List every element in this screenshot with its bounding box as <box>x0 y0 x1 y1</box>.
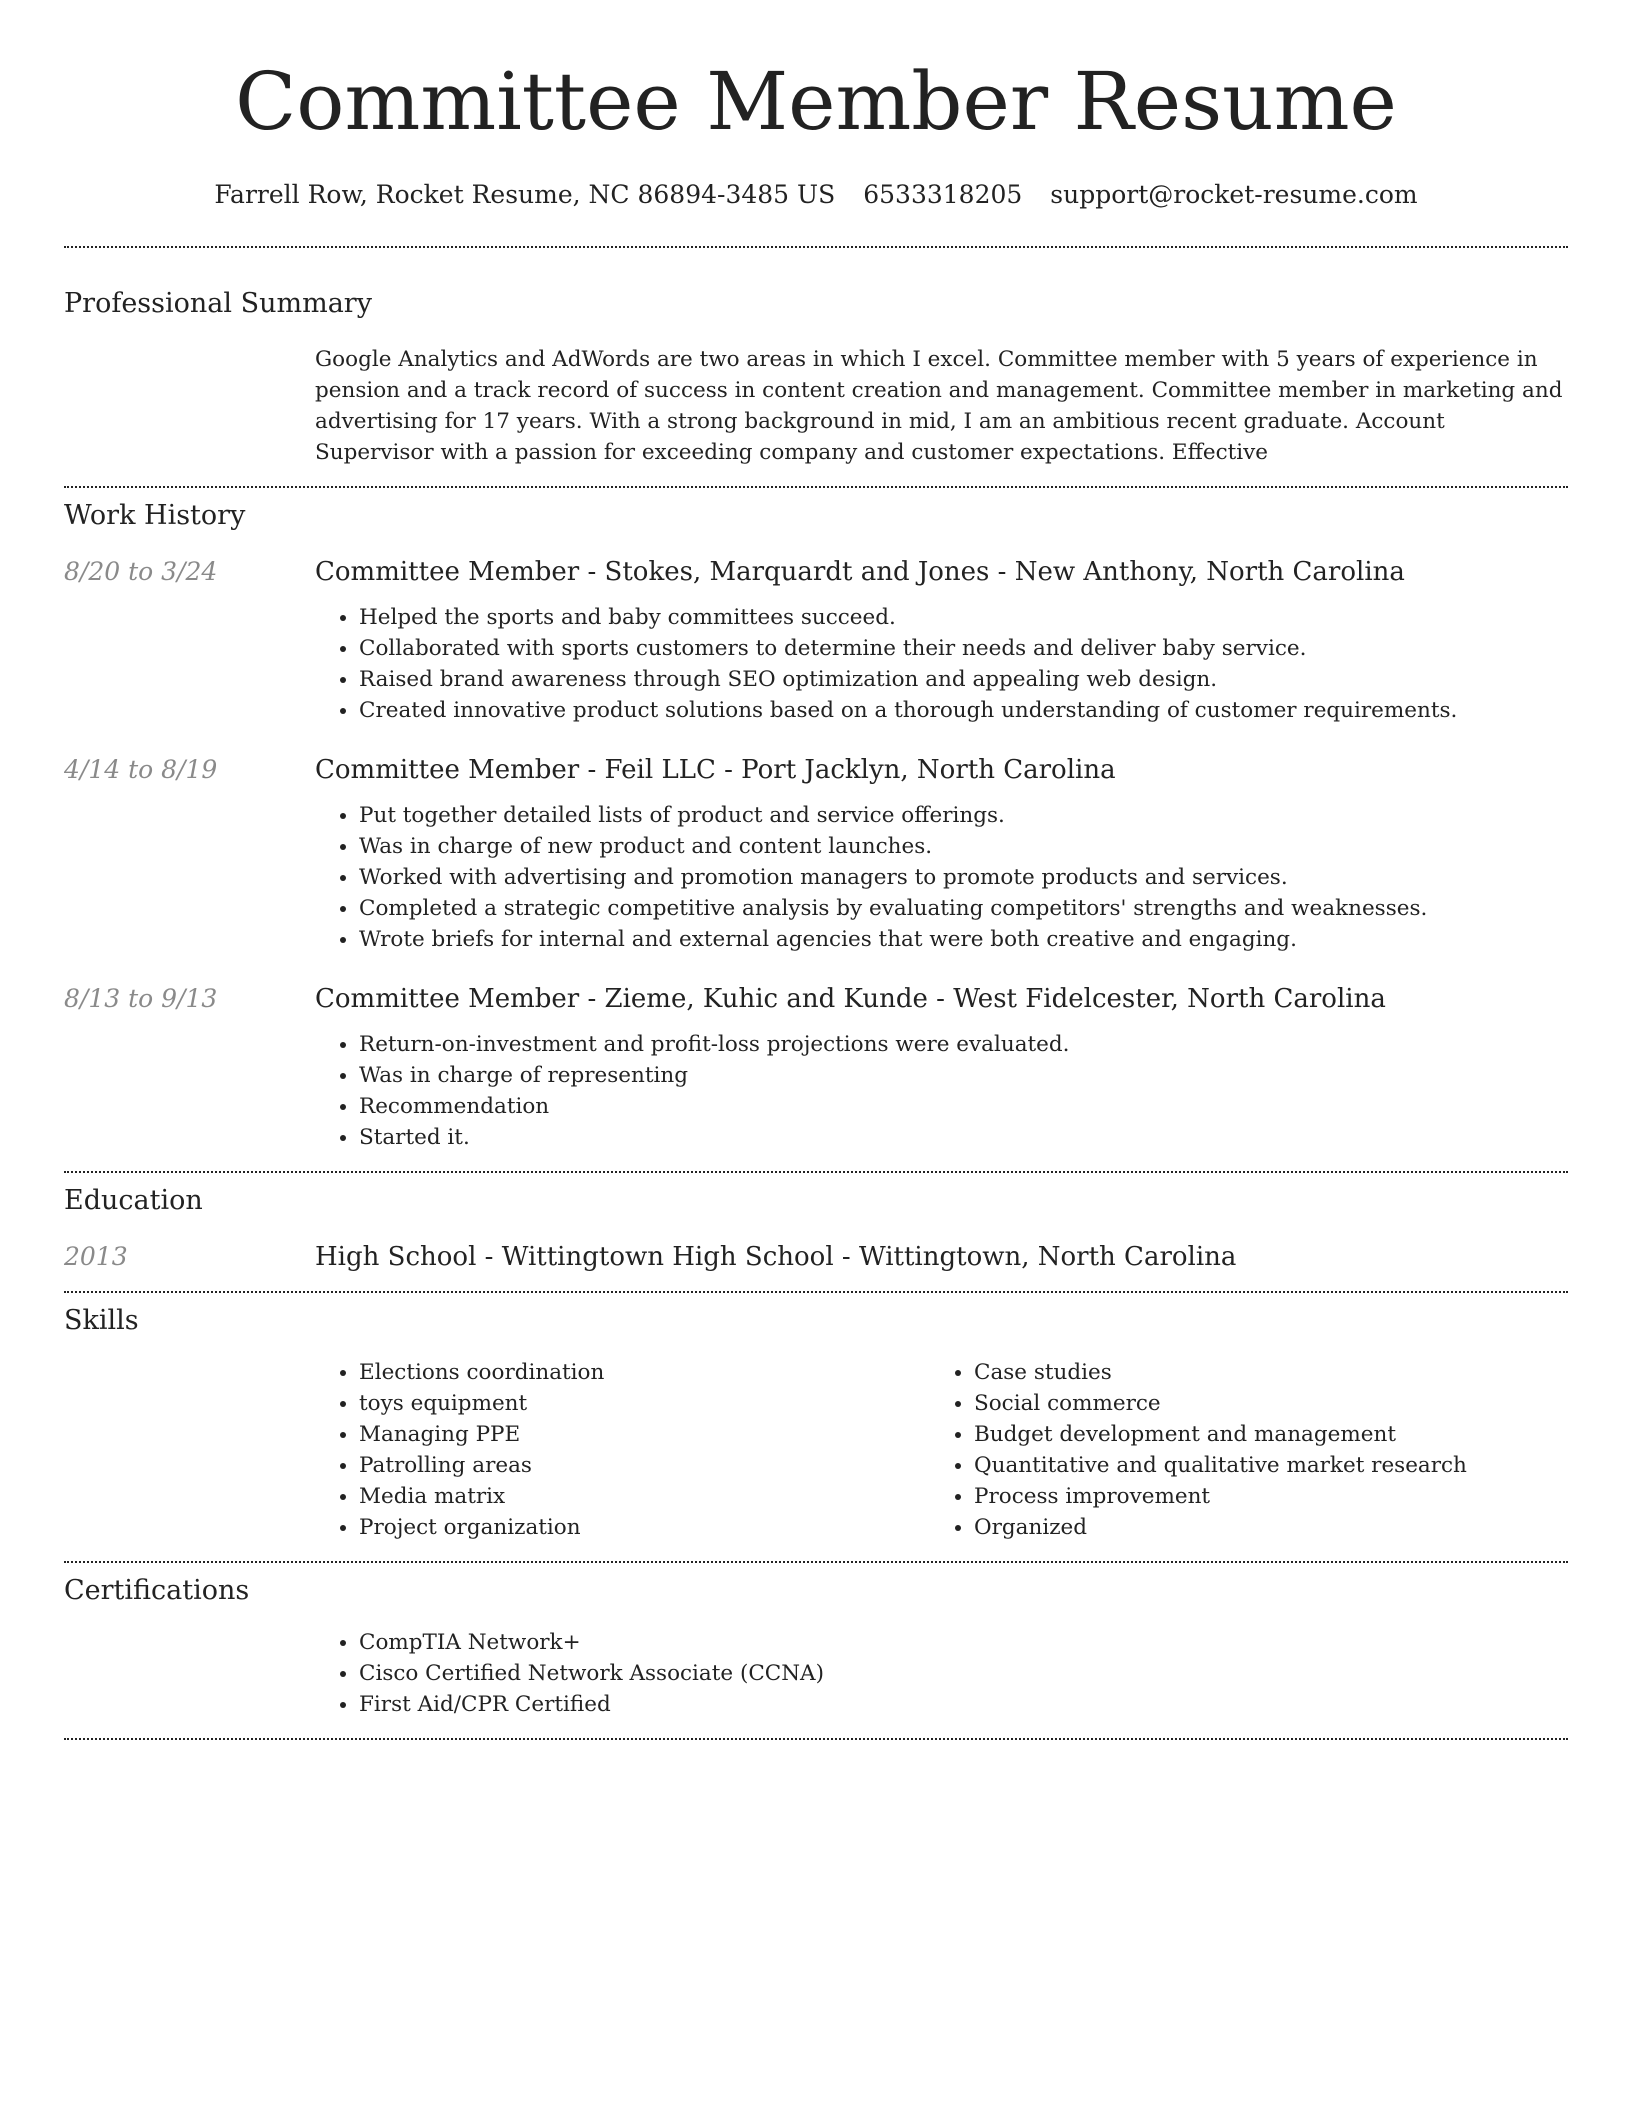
job-content <box>315 983 1568 1153</box>
list-item: • Was in charge of new product and content launches. <box>359 831 1568 862</box>
list-item: • Return-on-investment and profit-loss projections were evaluated. <box>359 1029 1568 1060</box>
section-heading-skills: Skills <box>64 1305 139 1336</box>
job-bullets <box>315 602 1568 726</box>
list-item: • Completed a strategic competitive analysis by evaluating competitors' strengths and weaknesses. <box>359 893 1568 924</box>
job-bullets <box>315 800 1568 955</box>
certifications-row <box>64 1627 1568 1720</box>
contact-email: support@rocket-resume.com <box>1050 180 1418 209</box>
list-item: • Was in charge of representing <box>359 1060 1568 1091</box>
job-entry <box>64 983 1568 1153</box>
list-item: • First Aid/CPR Certified <box>359 1689 1568 1720</box>
list-item: • toys equipment <box>359 1388 930 1419</box>
job-dates: 8/20 to 3/24 <box>64 557 218 586</box>
contact-line <box>64 180 1568 210</box>
divider <box>64 1561 1568 1563</box>
list-item: • Wrote briefs for internal and external agencies that were both creative and engaging. <box>359 924 1568 955</box>
certifications-content <box>315 1627 1568 1720</box>
summary-row <box>64 344 1568 468</box>
job-dates: 4/14 to 8/19 <box>64 755 218 784</box>
divider <box>64 246 1568 248</box>
list-item: • Quantitative and qualitative market research <box>974 1450 1545 1481</box>
list-item: • CompTIA Network+ <box>359 1627 1568 1658</box>
job-content <box>315 754 1568 955</box>
list-item: • Managing PPE <box>359 1419 930 1450</box>
contact-phone: 6533318205 <box>863 180 1023 209</box>
job-entry <box>64 754 1568 955</box>
list-item: • Recommendation <box>359 1091 1568 1122</box>
education-title: High School - Wittingtown High School - Wittingtown, North Carolina <box>315 1242 1237 1272</box>
divider <box>64 1171 1568 1173</box>
job-content <box>315 556 1568 726</box>
list-item: • Social commerce <box>974 1388 1545 1419</box>
section-heading-education: Education <box>64 1185 203 1216</box>
list-item: • Budget development and management <box>974 1419 1545 1450</box>
list-item: • Worked with advertising and promotion managers to promote products and services. <box>359 862 1568 893</box>
list-item: • Started it. <box>359 1122 1568 1153</box>
job-title: Committee Member - Feil LLC - Port Jacklyn, North Carolina <box>315 755 1116 785</box>
resume-page <box>64 0 1568 1740</box>
list-item: • Helped the sports and baby committees succeed. <box>359 602 1568 633</box>
job-title: Committee Member - Stokes, Marquardt and Jones - New Anthony, North Carolina <box>315 557 1405 587</box>
summary-spacer <box>64 344 315 468</box>
divider <box>64 486 1568 488</box>
section-heading-summary: Professional Summary <box>64 288 372 319</box>
job-title: Committee Member - Zieme, Kuhic and Kunde - West Fidelcester, North Carolina <box>315 984 1386 1014</box>
list-item: • Process improvement <box>974 1481 1545 1512</box>
skills-list-right <box>930 1357 1545 1543</box>
section-heading-certifications: Certifications <box>64 1575 250 1606</box>
contact-address: Farrell Row, Rocket Resume, NC 86894-3485 US <box>214 180 836 209</box>
education-entry <box>64 1241 1568 1273</box>
list-item: • Case studies <box>974 1357 1545 1388</box>
section-heading-work: Work History <box>64 500 246 531</box>
divider <box>64 1738 1568 1740</box>
job-entry <box>64 556 1568 726</box>
education-year: 2013 <box>64 1242 128 1271</box>
resume-title: Committee Member Resume <box>235 55 1397 148</box>
job-dates: 8/13 to 9/13 <box>64 984 218 1013</box>
list-item: • Put together detailed lists of product and service offerings. <box>359 800 1568 831</box>
list-item: • Raised brand awareness through SEO optimization and appealing web design. <box>359 664 1568 695</box>
skills-row <box>64 1357 1568 1543</box>
list-item: • Elections coordination <box>359 1357 930 1388</box>
divider <box>64 1291 1568 1293</box>
skills-spacer <box>64 1357 315 1543</box>
list-item: • Project organization <box>359 1512 930 1543</box>
certifications-list <box>315 1627 1568 1720</box>
list-item: • Created innovative product solutions based on a thorough understanding of customer requirements. <box>359 695 1568 726</box>
certifications-spacer <box>64 1627 315 1720</box>
job-bullets <box>315 1029 1568 1153</box>
skills-grid <box>315 1357 1568 1543</box>
list-item: • Cisco Certified Network Associate (CCNA) <box>359 1658 1568 1689</box>
list-item: • Patrolling areas <box>359 1450 930 1481</box>
summary-text: Google Analytics and AdWords are two areas in which I excel. Committee member with 5 years of experience in pension and a track record of success in content creation and management. Committee member in marketing and advertising for 17 years. With a strong background in mid, I am an ambitious recent graduate. Account Supervisor with a passion for exceeding company and customer expectations. Effective <box>315 347 1563 465</box>
list-item: • Collaborated with sports customers to determine their needs and deliver baby service. <box>359 633 1568 664</box>
list-item: • Organized <box>974 1512 1545 1543</box>
skills-list-left <box>315 1357 930 1543</box>
list-item: • Media matrix <box>359 1481 930 1512</box>
